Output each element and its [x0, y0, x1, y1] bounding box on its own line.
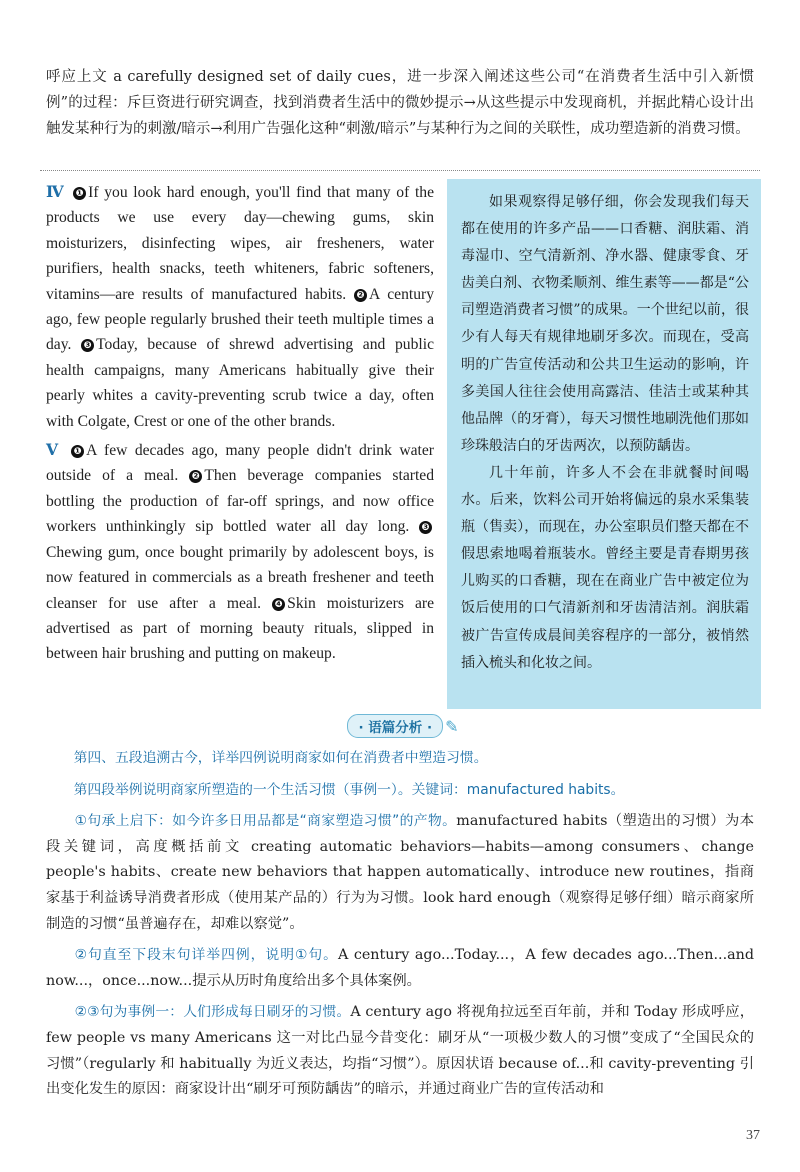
analysis-point-body: A century ago...Today...，A few decades ago...Then...and now...，once...now...提示从历时角度给出多个具体案例。	[46, 947, 754, 989]
sentence-number: ❷	[189, 470, 202, 483]
paragraph-5-numeral: Ⅴ	[46, 442, 62, 460]
sentence-text: A few decades ago, many people didn't drink water outside of a meal.	[46, 442, 434, 485]
sentence-number: ❸	[419, 521, 432, 534]
intro-paragraph: 呼应上文 a carefully designed set of daily cues，进一步深入阐述这些公司“在消费者生活中引入新惯例”的过程：斥巨资进行研究调查，找到消费者生活中的微妙提示→从这些提示中发现商机，并据此精心设计出触发某种行为的刺激/暗示→利用广告强化这种“刺激/暗示”与某种行为之间的关联性，成功塑造新的消费习惯。	[46, 69, 754, 137]
chinese-translation-box	[447, 179, 761, 709]
paragraph-4-numeral: Ⅳ	[46, 184, 66, 201]
analysis-keyword: 第四段举例说明商家所塑造的一个生活习惯（事例一）。关键词：manufactured habits。	[73, 781, 625, 798]
sentence-text: Today, because of shrewd advertising and public health campaigns, many Americans habitually give their pearly whites a cavity-preventing scrub twice a day, often with Colgate, Crest or one of the other brands.	[46, 336, 434, 430]
analysis-point-heading: ①句承上启下：如今许多日用品都是“商家塑造习惯”的产物。	[74, 813, 457, 830]
sentence-text: Skin moisturizers are advertised as part of morning beauty rituals, slipped in between hair brushing and putting on makeup.	[46, 594, 434, 663]
sentence-text: A century ago, few people regularly brushed their teeth multiple times a day.	[46, 285, 434, 354]
paragraph-4	[46, 180, 434, 434]
analysis-point-1	[46, 809, 754, 937]
translation-paragraph-4: 如果观察得足够仔细，你会发现我们每天都在使用的许多产品——口香糖、润肤霜、消毒湿巾、空气清新剂、净水器、健康零食、牙齿美白剂、衣物柔顺剂、维生素等——都是“公司塑造消费者习惯”的成果。一个世纪以前，很少有人每天有规律地刷牙多次。而现在，受高明的广告宣传活动和公共卫生运动的影响，许多美国人往往会使用高露洁、佳洁士或某种其他品牌（的牙膏），每天习惯性地刷洗他们那如珍珠般洁白的牙齿两次，以预防龋齿。	[461, 194, 749, 454]
analysis-point-2	[46, 943, 754, 994]
english-passage	[46, 180, 434, 667]
analysis-point-body: manufactured habits（塑造出的习惯）为本段关键词，高度概括前文 creating automatic behaviors—habits—among consumers、change people's habits、create new behaviors that happen automatically、introduce new routines，指商家基于利益诱导消费者形成（使用某产品的）行为为习惯。look hard enough（观察得足够仔细）暗示商家所制造的习惯“虽普遍存在，却难以察觉”。	[46, 813, 754, 932]
translation-paragraph-5: 几十年前，许多人不会在非就餐时间喝水。后来，饮料公司开始将偏远的泉水采集装瓶（售卖），而现在，办公室职员们整天都在不假思索地喝着瓶装水。曾经主要是青春期男孩儿购买的口香糖，现在在商业广告中被定位为饭后使用的口气清新剂和牙齿清洁剂。润肤霜被广告宣传成晨间美容程序的一部分，被悄然插入梳头和化妆之间。	[461, 464, 749, 671]
paragraph-5	[46, 438, 434, 667]
discourse-analysis	[46, 746, 754, 1109]
analysis-summary: 第四、五段追溯古今，详举四例说明商家如何在消费者中塑造习惯。	[73, 750, 488, 766]
sentence-number: ❶	[73, 187, 86, 200]
quill-icon: ✎	[445, 716, 459, 736]
dotted-divider	[40, 170, 760, 171]
sentence-number: ❸	[81, 339, 94, 352]
section-heading	[338, 714, 468, 738]
analysis-point-heading: ②③句为事例一：人们形成每日刷牙的习惯。	[74, 1004, 351, 1021]
sentence-text: If you look hard enough, you'll find that many of the products we use every day—chewing gums, skin moisturizers, disinfecting wipes, air fresheners, water purifiers, health snacks, teeth whiteners, fabric softeners, vitamins—are results of manufactured habits.	[46, 184, 434, 303]
sentence-text: Chewing gum, once bought primarily by adolescent boys, is now featured in commercials as a breath freshener and teeth cleanser for use after a meal.	[46, 543, 434, 612]
sentence-text: Then beverage companies started bottling the production of far-off springs, and now office workers unthinkingly sip bottled water all day long.	[46, 467, 434, 536]
analysis-point-body: A century ago 将视角拉远至百年前，并和 Today 形成呼应，few people vs many Americans 这一对比凸显今昔变化：刷牙从“一项极少数人的习惯”变成了“全国民众的习惯”（regularly 和 habitually 为近义表达，均指“习惯”）。原因状语 because of...和 cavity-preventing 引出变化发生的原因：商家设计出“刷牙可预防龋齿”的暗示，并通过商业广告的宣传活动和	[46, 1004, 754, 1098]
sentence-number: ❶	[71, 445, 84, 458]
sentence-number: ❹	[272, 598, 285, 611]
page-number: 37	[746, 1128, 760, 1143]
sentence-number: ❷	[354, 289, 367, 302]
section-title: · 语篇分析 ·	[347, 714, 443, 738]
analysis-point-3	[46, 1000, 754, 1102]
analysis-point-heading: ②句直至下段末句详举四例，说明①句。	[74, 947, 338, 964]
